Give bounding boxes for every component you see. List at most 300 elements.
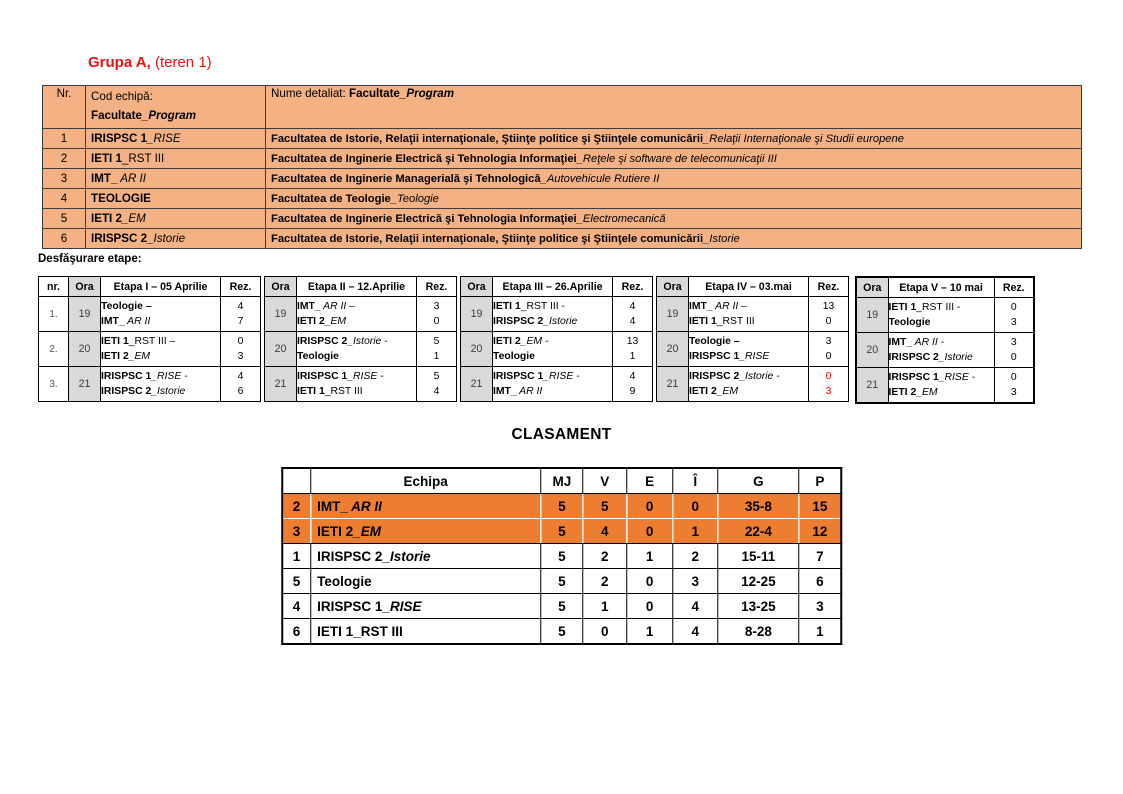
match-hour-cell: 20 [265, 332, 297, 367]
standings-value-cell: 4 [673, 619, 718, 645]
match-teams-cell [689, 332, 809, 367]
match-teams-cell [493, 332, 613, 367]
text-segment: IMT_ [91, 172, 118, 185]
standings-header-V: V [583, 468, 626, 494]
text-segment: Facultatea de Istorie, Relaţii internaţionale, Ştiinţe politice şi Ştiinţele comunicării [271, 232, 704, 245]
result-away: 1 [629, 351, 636, 362]
match-row [461, 332, 653, 367]
text-segment: IETI 1 [888, 302, 917, 313]
result-away: 0 [1010, 352, 1017, 363]
text-segment: _Istorie [147, 232, 186, 245]
standings-value-cell: 5 [541, 519, 584, 544]
text-segment: _EM [128, 351, 151, 362]
standings-row [282, 494, 842, 519]
standings-rank-cell: 5 [282, 569, 311, 594]
result-home: 4 [237, 371, 244, 382]
text-segment: AR II – [712, 301, 747, 312]
match-hour-cell: 21 [856, 368, 888, 404]
match-result-cell [221, 367, 261, 402]
text-segment: Teologie [297, 351, 339, 362]
match-home-team [889, 335, 994, 350]
stage-body [657, 297, 849, 402]
stage-header-title: Etapa III – 26.Aprilie [493, 277, 613, 297]
text-segment: _Relaţii Internaţionale şi Studii europene [703, 132, 904, 145]
match-result-cell [613, 297, 653, 332]
standings-value-cell: 0 [626, 569, 673, 594]
text-segment: Facultatea de Inginerie Managerială şi Tehnologică [271, 172, 541, 185]
text-segment: IRISPSC 1 [101, 371, 152, 382]
standings-value-cell: 5 [541, 494, 584, 519]
standings-team-cell [311, 494, 541, 519]
standings-header-E: E [626, 468, 673, 494]
match-row [657, 367, 849, 402]
match-row [461, 367, 653, 402]
standings-value-cell: 8-28 [718, 619, 799, 645]
match-home-team [297, 334, 416, 349]
standings-value-cell: 0 [626, 519, 673, 544]
standings-value-cell: 12-25 [718, 569, 799, 594]
result-away: 6 [237, 386, 244, 397]
match-row [657, 332, 849, 367]
result-away: 4 [629, 316, 636, 327]
standings-team-cell [311, 569, 541, 594]
text-segment: IETI 1 [91, 152, 122, 165]
stage-header-rez: Rez. [994, 277, 1034, 298]
result-home: 5 [433, 371, 440, 382]
stage-header-row [657, 277, 849, 297]
match-row [856, 333, 1034, 368]
teams-header-name: Nume detaliat: Facultate_Program [266, 86, 1082, 129]
result-away: 0 [825, 351, 832, 362]
text-segment: _Istorie [938, 352, 973, 363]
match-row [265, 297, 457, 332]
match-row [265, 367, 457, 402]
teams-header-code-line2: Facultate_Program [91, 109, 197, 122]
match-hour-cell: 21 [461, 367, 493, 402]
standings-value-cell: 4 [583, 519, 626, 544]
text-segment: _Istorie [382, 548, 431, 564]
standings-value-cell: 1 [673, 519, 718, 544]
match-result-cell [221, 332, 261, 367]
standings-header-Echipa: Echipa [311, 468, 541, 494]
standings-value-cell: 4 [673, 594, 718, 619]
text-segment: Facultatea de Inginerie Electrică şi Tehnologia Informaţiei [271, 152, 577, 165]
result-home: 3 [1010, 337, 1017, 348]
standings-value-cell: 2 [583, 544, 626, 569]
standings-value-cell: 22-4 [718, 519, 799, 544]
text-segment: _Autovehicule Rutiere II [540, 172, 660, 185]
match-result-cell [417, 297, 457, 332]
match-hour-cell: 20 [856, 333, 888, 368]
team-code-cell [86, 229, 266, 249]
stage-header-rez: Rez. [221, 277, 261, 297]
text-segment: _Istorie - [347, 336, 388, 347]
team-nr-cell: 6 [43, 229, 86, 249]
standings-value-cell: 2 [673, 544, 718, 569]
match-away-team [101, 384, 220, 399]
text-segment: _RISE - [543, 371, 580, 382]
text-segment: _RISE - [151, 371, 188, 382]
match-home-team [493, 369, 612, 384]
standings-rank-cell: 1 [282, 544, 311, 569]
match-hour-cell: 19 [856, 298, 888, 333]
match-away-team [297, 349, 416, 364]
text-segment: IRISPSC 1 [689, 351, 740, 362]
text-segment: Teologie – [101, 301, 152, 312]
text-segment: _RST III [121, 152, 165, 165]
standings-value-cell: 6 [799, 569, 841, 594]
match-result-cell [221, 297, 261, 332]
match-teams-cell [101, 332, 221, 367]
standings-value-cell: 1 [626, 619, 673, 645]
stage-header-rez: Rez. [809, 277, 849, 297]
standings-header-MJ: MJ [541, 468, 584, 494]
text-segment: Teologie [888, 317, 931, 328]
standings-rank-cell: 6 [282, 619, 311, 645]
text-segment: Facultatea de Istorie, Relaţii internaţionale, Ştiinţe politice şi Ştiinţele comunicării [271, 132, 704, 145]
team-nr-cell: 2 [43, 149, 86, 169]
result-away: 1 [433, 351, 440, 362]
text-segment: IETI 1 [493, 301, 521, 312]
text-segment: IMT_ [101, 316, 125, 327]
match-home-team [101, 299, 220, 314]
match-result-cell [994, 298, 1034, 333]
text-segment: _RISE - [347, 371, 384, 382]
standings-row [282, 544, 842, 569]
text-segment: _EM [324, 316, 347, 327]
match-away-team [689, 314, 808, 329]
team-name-cell [266, 189, 1082, 209]
match-teams-cell [689, 297, 809, 332]
match-away-team [493, 314, 612, 329]
match-result-cell [994, 368, 1034, 404]
text-segment: Teologie – [689, 336, 740, 347]
match-away-team [889, 350, 994, 365]
match-row [39, 332, 261, 367]
team-name-cell [266, 209, 1082, 229]
standings-row [282, 594, 842, 619]
text-segment: IETI 1 [297, 386, 325, 397]
text-segment: _RISE [147, 132, 181, 145]
stage-header-title: Etapa V – 10 mai [888, 277, 994, 298]
match-hour-cell: 21 [69, 367, 101, 402]
match-hour-cell: 21 [657, 367, 689, 402]
text-segment: _Istorie [703, 232, 740, 245]
teams-row [43, 149, 1082, 169]
standings-row [282, 519, 842, 544]
match-result-cell [809, 297, 849, 332]
text-segment: _RST III [324, 386, 363, 397]
stage-body [461, 297, 653, 402]
team-nr-cell: 4 [43, 189, 86, 209]
stage-table-3 [460, 276, 653, 402]
match-away-team [493, 349, 612, 364]
result-away: 0 [825, 316, 832, 327]
text-segment: TEOLOGIE [91, 192, 151, 205]
result-home: 5 [433, 336, 440, 347]
match-row [856, 368, 1034, 404]
match-home-team [297, 299, 416, 314]
result-home: 0 [1010, 372, 1017, 383]
text-segment: IRISPSC 2 [317, 548, 383, 564]
team-code-cell [86, 129, 266, 149]
text-segment: _Istorie - [739, 371, 780, 382]
text-segment: Facultatea de Teologie [271, 192, 391, 205]
text-segment: IMT_ [493, 386, 517, 397]
stage-table-2 [264, 276, 457, 402]
text-segment: IRISPSC 2 [91, 232, 148, 245]
match-hour-cell: 19 [265, 297, 297, 332]
standings-value-cell: 13-25 [718, 594, 799, 619]
match-result-cell [613, 332, 653, 367]
text-segment: _Istorie [151, 386, 186, 397]
teams-header-row [43, 86, 1082, 129]
stages-label: Desfăşurare etape: [38, 253, 142, 265]
result-home: 4 [629, 301, 636, 312]
standings-value-cell: 3 [673, 569, 718, 594]
match-result-cell [417, 332, 457, 367]
stage-header-ora: Ora [461, 277, 493, 297]
match-home-team [101, 369, 220, 384]
text-segment: IETI 2 [91, 212, 122, 225]
text-segment: IETI 2 [689, 386, 717, 397]
result-home: 3 [825, 336, 832, 347]
text-segment: IRISPSC 1 [317, 598, 383, 614]
match-away-team [101, 349, 220, 364]
match-away-team [689, 349, 808, 364]
stage-table-5 [855, 276, 1035, 404]
text-segment: AR II [516, 386, 543, 397]
text-segment: IMT_ [888, 337, 913, 348]
text-segment: IRISPSC 2 [297, 336, 348, 347]
result-away: 7 [237, 316, 244, 327]
team-name-cell [266, 129, 1082, 149]
match-away-team [297, 314, 416, 329]
match-teams-cell [493, 297, 613, 332]
text-segment: IETI 2 [297, 316, 325, 327]
match-teams-cell [101, 297, 221, 332]
match-teams-cell [297, 297, 417, 332]
teams-row [43, 229, 1082, 249]
match-hour-cell: 21 [265, 367, 297, 402]
standings-value-cell: 1 [799, 619, 841, 645]
teams-header-code-line1: Cod echipă: [91, 90, 153, 103]
stage-header-ora: Ora [265, 277, 297, 297]
text-segment: Teologie [317, 573, 372, 589]
match-hour-cell: 19 [657, 297, 689, 332]
teams-row [43, 169, 1082, 189]
text-segment: _Electromecanică [576, 212, 666, 225]
team-code-cell [86, 169, 266, 189]
text-segment: _EM [716, 386, 739, 397]
match-result-cell [809, 332, 849, 367]
text-segment: IRISPSC 2 [689, 371, 740, 382]
standings-team-cell [311, 544, 541, 569]
standings-title: CLASAMENT [511, 426, 612, 443]
text-segment: IETI 1 [101, 336, 129, 347]
standings-value-cell: 7 [799, 544, 841, 569]
result-home: 13 [822, 301, 835, 312]
text-segment: _RST III [716, 316, 755, 327]
match-hour-cell: 20 [69, 332, 101, 367]
stage-header-title: Etapa I – 05 Aprilie [101, 277, 221, 297]
text-segment: IETI 2 [101, 351, 129, 362]
match-away-team [493, 384, 612, 399]
text-segment: IETI 1_RST III [317, 623, 403, 639]
match-row [39, 367, 261, 402]
stage-head [657, 277, 849, 297]
text-segment: Facultatea de Inginerie Electrică şi Tehnologia Informaţiei [271, 212, 577, 225]
result-away: 3 [237, 351, 244, 362]
match-hour-cell: 19 [461, 297, 493, 332]
result-away: 3 [1010, 387, 1017, 398]
standings-value-cell: 5 [583, 494, 626, 519]
stage-header-row [39, 277, 261, 297]
result-away: 3 [825, 386, 832, 397]
text-segment: _EM [121, 212, 146, 225]
match-hour-cell: 20 [461, 332, 493, 367]
text-segment: IRISPSC 2 [493, 316, 544, 327]
court-label: (teren 1) [150, 54, 212, 71]
result-home: 0 [825, 371, 832, 382]
text-segment: _RST III - [916, 302, 961, 313]
match-home-team [689, 369, 808, 384]
stage-header-rez: Rez. [417, 277, 457, 297]
match-away-team [101, 314, 220, 329]
teams-header-code [86, 86, 266, 129]
standings-team-cell [311, 594, 541, 619]
stage-body [265, 297, 457, 402]
text-segment: IRISPSC 2 [888, 352, 939, 363]
text-segment: IETI 2 [317, 523, 354, 539]
match-result-cell [417, 367, 457, 402]
match-number-cell: 2. [39, 332, 69, 367]
text-segment: IRISPSC 2 [101, 386, 152, 397]
text-segment: IMT_ [689, 301, 713, 312]
match-row [856, 298, 1034, 333]
stage-header-row [461, 277, 653, 297]
standings-table [281, 467, 843, 645]
result-away: 0 [433, 316, 440, 327]
stage-header-row [856, 277, 1034, 298]
standings-value-cell: 3 [799, 594, 841, 619]
text-segment: IETI 2 [888, 387, 917, 398]
match-teams-cell [297, 332, 417, 367]
match-home-team [297, 369, 416, 384]
text-segment: _RISE [382, 598, 422, 614]
result-away: 9 [629, 386, 636, 397]
text-segment: _EM [916, 387, 938, 398]
text-segment: IMT_ [297, 301, 321, 312]
match-home-team [689, 334, 808, 349]
standings-rank-cell: 3 [282, 519, 311, 544]
standings-team-cell [311, 519, 541, 544]
text-segment: Teologie [493, 351, 535, 362]
team-nr-cell: 1 [43, 129, 86, 149]
match-away-team [889, 315, 994, 330]
text-segment: IETI 1 [689, 316, 717, 327]
match-hour-cell: 19 [69, 297, 101, 332]
standings-value-cell: 0 [673, 494, 718, 519]
text-segment: _Teologie [390, 192, 439, 205]
text-segment: _RISE - [938, 372, 976, 383]
match-result-cell [613, 367, 653, 402]
text-segment: _RISE [739, 351, 770, 362]
match-teams-cell [888, 368, 994, 404]
stage-body [39, 297, 261, 402]
stage-header-ora: Ora [856, 277, 888, 298]
standings-value-cell: 1 [583, 594, 626, 619]
standings-value-cell: 2 [583, 569, 626, 594]
standings-header-P: P [799, 468, 841, 494]
standings-row [282, 619, 842, 645]
text-segment: _EM [353, 523, 381, 539]
text-segment: IETI 2 [493, 336, 521, 347]
stage-head [856, 277, 1034, 298]
text-segment: IRISPSC 1 [493, 371, 544, 382]
stage-header-ora: Ora [657, 277, 689, 297]
standings-value-cell: 15 [799, 494, 841, 519]
team-nr-cell: 5 [43, 209, 86, 229]
text-segment: _RST III - [520, 301, 565, 312]
text-segment: IRISPSC 1 [888, 372, 939, 383]
standings-value-cell: 5 [541, 544, 584, 569]
match-number-cell: 3. [39, 367, 69, 402]
stage-body [856, 298, 1034, 404]
standings-value-cell: 12 [799, 519, 841, 544]
match-row [265, 332, 457, 367]
stage-header-nr: nr. [39, 277, 69, 297]
result-home: 4 [237, 301, 244, 312]
match-home-team [101, 334, 220, 349]
match-teams-cell [297, 367, 417, 402]
match-row [657, 297, 849, 332]
match-home-team [889, 370, 994, 385]
match-teams-cell [689, 367, 809, 402]
team-code-cell [86, 149, 266, 169]
match-row [461, 297, 653, 332]
text-segment: AR II [347, 498, 382, 514]
text-segment: AR II - [912, 337, 945, 348]
team-name-cell [266, 169, 1082, 189]
group-title: Grupa A, [88, 54, 151, 71]
team-code-cell [86, 209, 266, 229]
text-segment: _RST III – [128, 336, 176, 347]
standings-value-cell: 5 [541, 594, 584, 619]
standings-rank-cell: 4 [282, 594, 311, 619]
text-segment: IRISPSC 1 [91, 132, 148, 145]
standings-rank-cell: 2 [282, 494, 311, 519]
match-away-team [889, 385, 994, 400]
teams-row [43, 129, 1082, 149]
match-hour-cell: 20 [657, 332, 689, 367]
match-away-team [689, 384, 808, 399]
match-result-cell [809, 367, 849, 402]
standings-value-cell: 0 [626, 494, 673, 519]
team-name-cell [266, 229, 1082, 249]
stage-table-1 [38, 276, 261, 402]
standings-header-row [282, 468, 842, 494]
result-home: 0 [237, 336, 244, 347]
result-home: 13 [626, 336, 639, 347]
standings-value-cell: 35-8 [718, 494, 799, 519]
standings-header-G: G [718, 468, 799, 494]
match-home-team [493, 299, 612, 314]
team-nr-cell: 3 [43, 169, 86, 189]
result-away: 3 [1010, 317, 1017, 328]
result-home: 4 [629, 371, 636, 382]
match-away-team [297, 384, 416, 399]
